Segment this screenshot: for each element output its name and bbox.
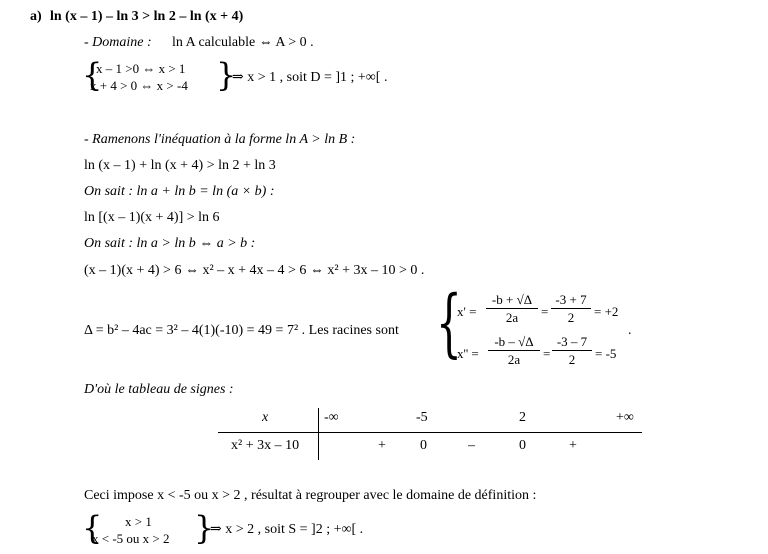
step-1: ln (x – 1) + ln (x + 4) > ln 2 + ln 3 <box>84 158 276 173</box>
sign-table-sign-plus-right: + <box>569 438 577 453</box>
right-brace-domaine: } <box>216 56 237 94</box>
left-brace-final: { <box>82 509 103 547</box>
sign-table-minus-infinity: -∞ <box>324 410 339 425</box>
roots-end-period: . <box>628 323 632 338</box>
root2-eq: = <box>543 346 551 361</box>
sign-table-hline <box>218 432 642 433</box>
root1-eq: = <box>541 304 549 319</box>
sign-table-poly-label: x² + 3x – 10 <box>231 438 300 453</box>
root2-value: = -5 <box>595 346 617 361</box>
sign-table-sign-minus: – <box>468 438 475 453</box>
tableau-heading: D'où le tableau de signes : <box>84 382 234 397</box>
domaine-system-line1: x – 1 >0 ⇔ x > 1 <box>96 61 186 76</box>
root1-formula: -b + √Δ 2a <box>486 292 538 325</box>
impose-statement: Ceci impose x < -5 ou x > 2 , résultat à regrouper avec le domaine de définition : <box>84 488 537 503</box>
sign-table-root-2: 2 <box>519 410 526 425</box>
ramenons-heading: - Ramenons l'inéquation à la forme ln A > ln B : <box>84 132 356 147</box>
domaine-condition: ln A calculable ⇔ A > 0 . <box>172 35 314 50</box>
step-2: On sait : ln a + ln b = ln (a × b) : <box>84 184 275 199</box>
root2-numeric: -3 – 7 2 <box>552 334 592 367</box>
right-brace-final: } <box>194 509 215 547</box>
sign-table-plus-infinity: +∞ <box>616 410 634 425</box>
domaine-conclusion: ⇒ x > 1 , soit D = ]1 ; +∞[ . <box>232 70 388 85</box>
step-3: ln [(x – 1)(x + 4)] > ln 6 <box>84 210 220 225</box>
delta-calculation: Δ = b² – 4ac = 3² – 4(1)(-10) = 49 = 7² . Les racines sont <box>84 323 399 338</box>
sign-table-sign-plus-left: + <box>378 438 386 453</box>
step-5: (x – 1)(x + 4) > 6 ⇔ x² – x + 4x – 4 > 6 ⇔ x² + 3x – 10 > 0 . <box>84 263 425 278</box>
sign-table-zero-2: 0 <box>519 438 526 453</box>
sign-table-x-label: x <box>262 410 269 425</box>
root1-value: = +2 <box>594 304 619 319</box>
exercise-inequation: ln (x – 1) – ln 3 > ln 2 – ln (x + 4) <box>50 9 244 24</box>
domaine-heading: - Domaine : <box>84 35 152 50</box>
final-conclusion: ⇒ x > 2 , soit S = ]2 ; +∞[ . <box>210 522 364 537</box>
sign-table-root-minus5: -5 <box>416 410 428 425</box>
domaine-system-line2: x + 4 > 0 ⇔ x > -4 <box>90 78 188 93</box>
step-4: On sait : ln a > ln b ⇔ a > b : <box>84 236 256 251</box>
sign-table-vline <box>318 408 319 460</box>
final-system-line1: x > 1 <box>125 514 152 529</box>
root1-lhs: x' = <box>457 304 477 319</box>
sign-table-zero-1: 0 <box>420 438 427 453</box>
left-brace-domaine: { <box>82 56 103 94</box>
roots-brace: { <box>436 280 462 366</box>
exercise-label: a) <box>30 9 42 24</box>
final-system-line2: x < -5 ou x > 2 <box>92 531 170 546</box>
root2-formula: -b – √Δ 2a <box>488 334 540 367</box>
root2-lhs: x'' = <box>457 346 479 361</box>
root1-numeric: -3 + 7 2 <box>551 292 591 325</box>
